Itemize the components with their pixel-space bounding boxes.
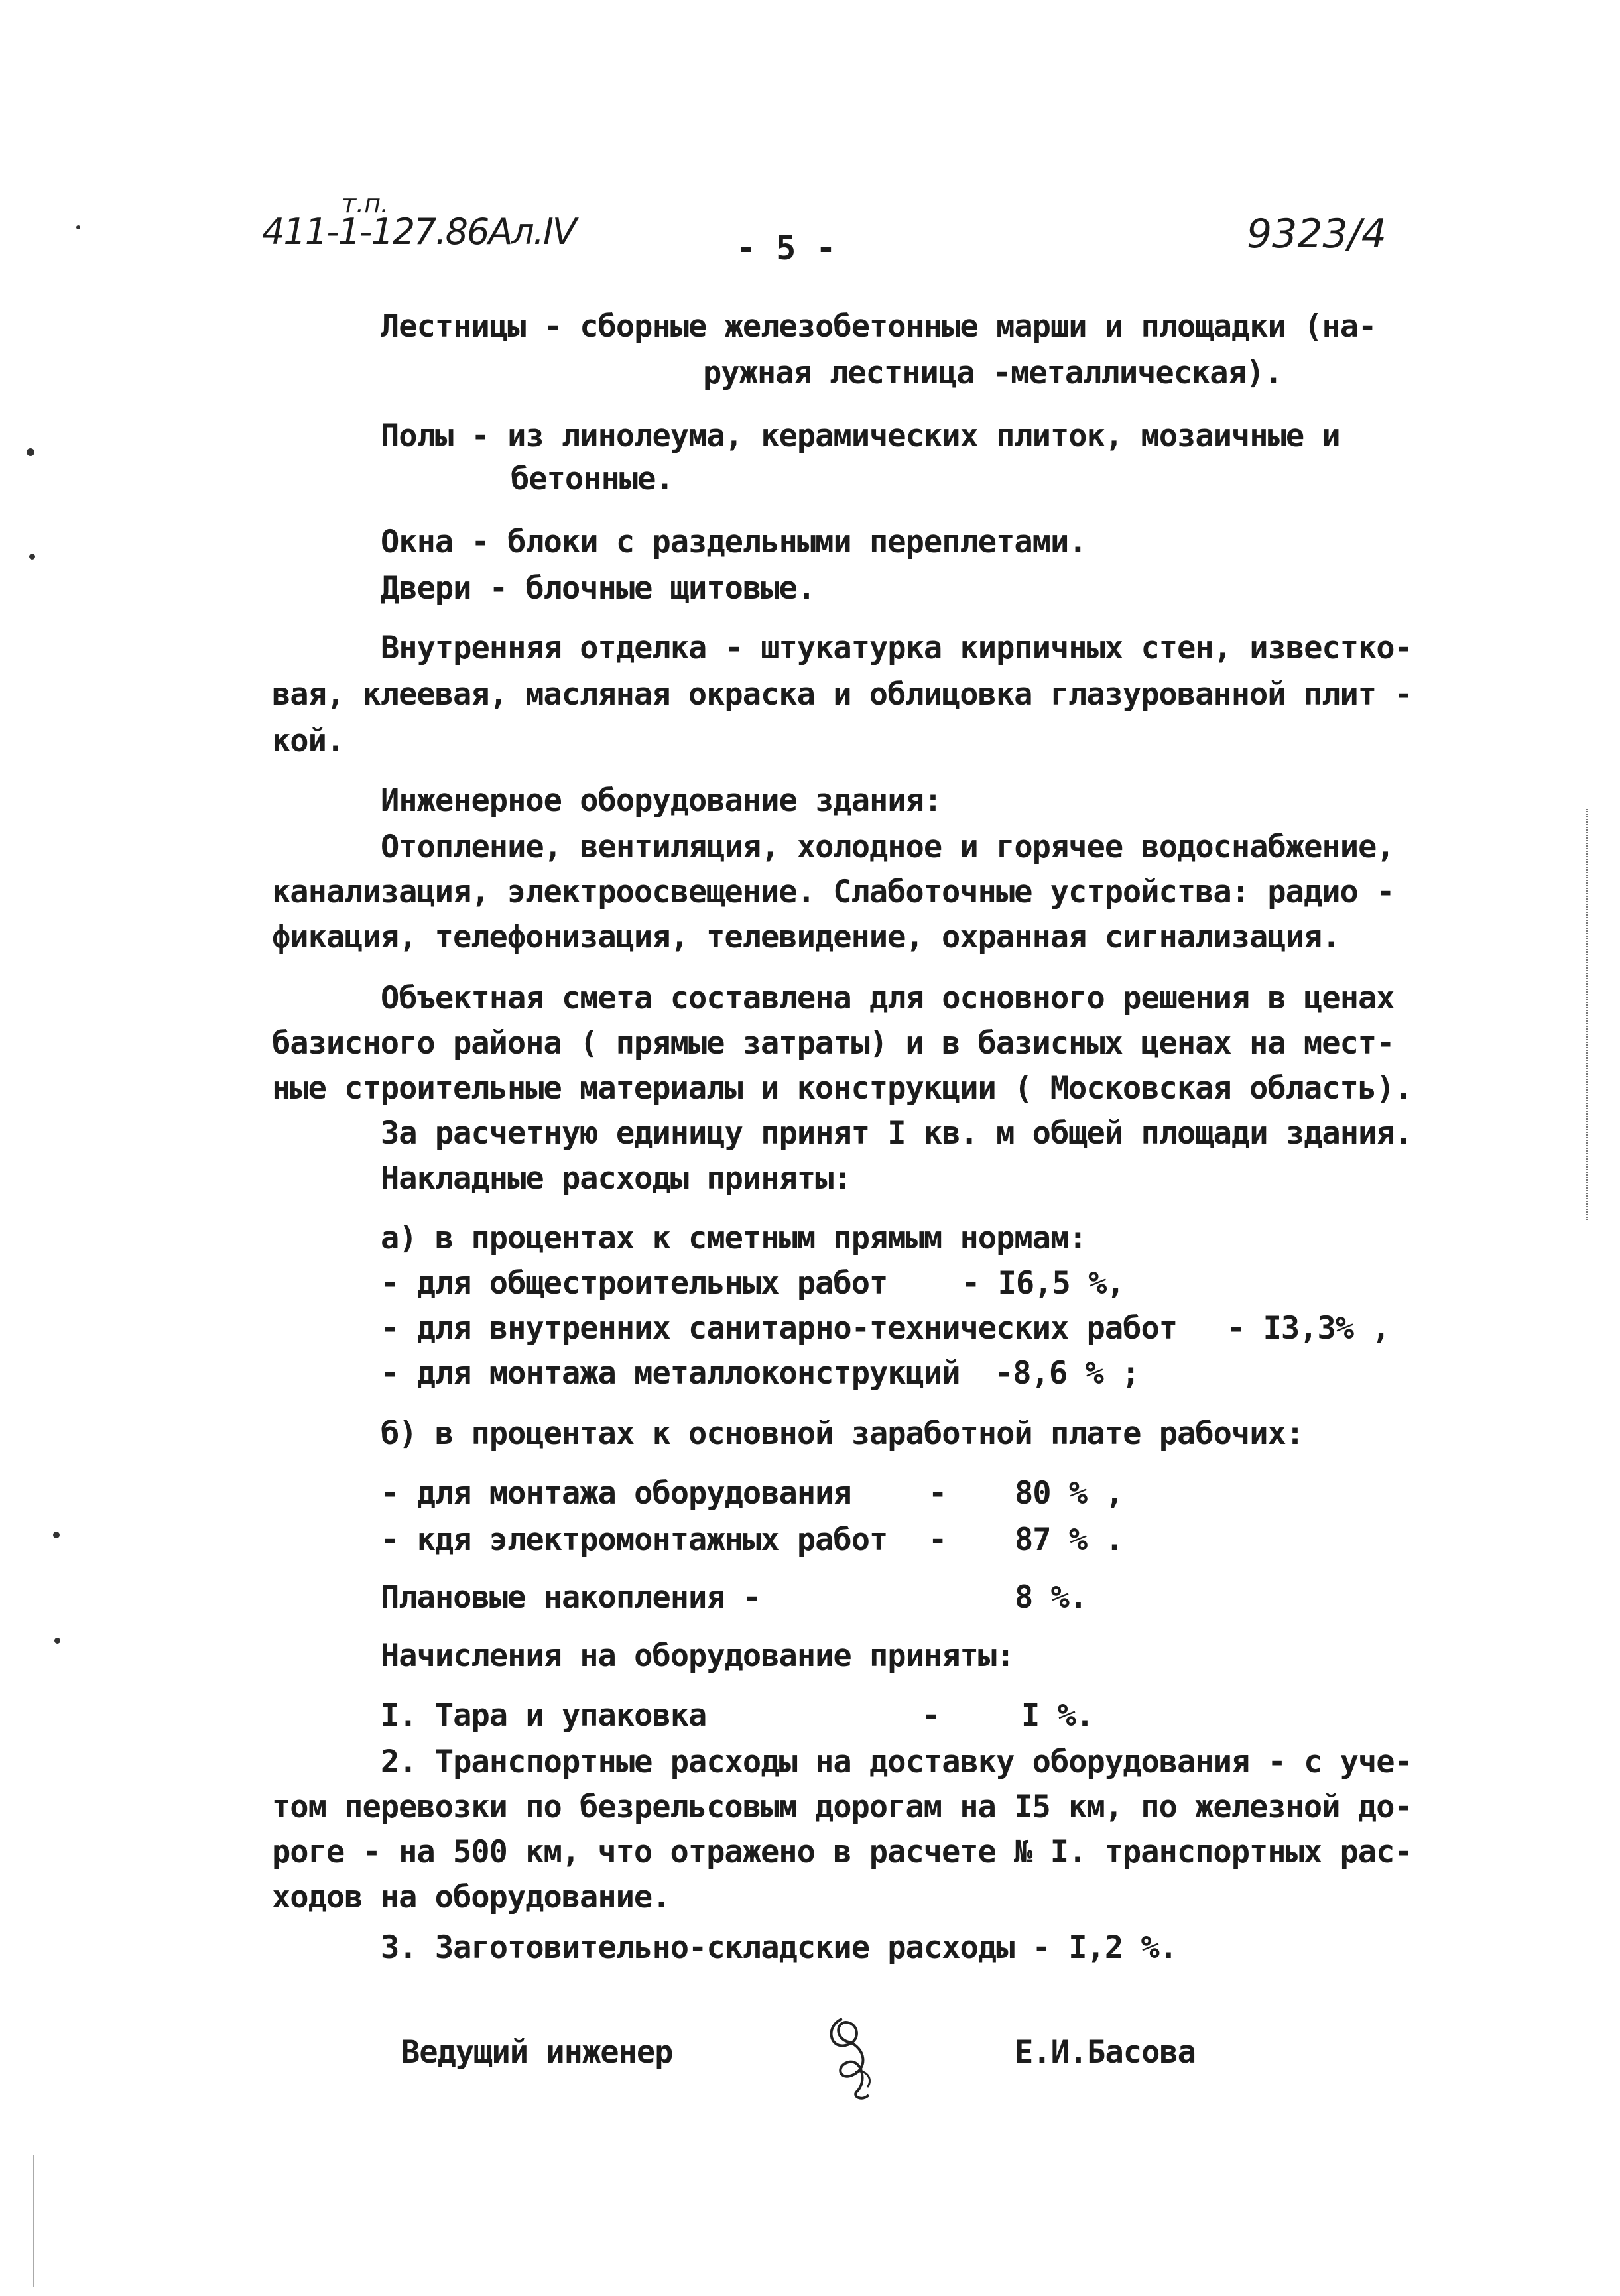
unit-line: За расчетную единицу принят I кв. м общей площади здания. [381,1115,1412,1152]
doc-code-superscript: т.п. [342,189,389,218]
a-item-1-label: - для общестроительных работ [381,1265,888,1301]
engineering-heading: Инженерное оборудование здания: [381,782,942,819]
section-b-heading: б) в процентах к основной заработной плате рабочих: [381,1416,1304,1452]
archive-number: 9323/4 [1247,211,1387,257]
signature-name: Е.И.Басова [1015,2034,1196,2071]
scan-edge-line [33,2155,34,2287]
b-item-2-label: - кдя электромонтажных работ [381,1522,888,1558]
estimate-line-1: Объектная смета составлена для основного решения в ценах [381,980,1395,1016]
a-item-1-value: - I6,5 %, [962,1265,1125,1301]
overheads-heading: Накладные расходы приняты: [381,1160,851,1197]
section-a-heading: а) в процентах к сметным прямым нормам: [381,1220,1087,1256]
eq2-line-2: том перевозки по безрельсовым дорогам на I5 км, по железной до- [272,1789,1412,1825]
b-item-1-dash: - [928,1475,947,1512]
interior-line-1: Внутренняя отделка - штукатурка кирпичных стен, известко- [381,630,1412,666]
scan-speck [29,554,35,560]
signature-role: Ведущий инженер [401,2034,673,2071]
floors-line-2: бетонные. [511,461,674,497]
b-item-1-value: 80 % , [1015,1475,1123,1512]
scan-speck [54,1638,60,1644]
engineering-line-3: фикация, телефонизация, телевидение, охранная сигнализация. [272,919,1340,955]
interior-line-3: кой. [272,723,345,759]
scan-edge-marks [1586,809,1595,1220]
estimate-line-2: базисного района ( прямые затраты) и в базисных ценах на мест- [272,1025,1395,1061]
scan-speck [76,225,80,229]
planned-label: Плановые накопления - [381,1579,761,1616]
b-item-2-dash: - [928,1522,947,1558]
eq2-line-4: ходов на оборудование. [272,1879,670,1915]
windows-line: Окна - блоки с раздельными переплетами. [381,524,1087,560]
stairs-line-2: ружная лестница -металлическая). [703,355,1282,391]
engineering-line-1: Отопление, вентиляция, холодное и горячее водоснабжение, [381,829,1395,865]
page-number: - 5 - [736,229,836,267]
interior-line-2: вая, клеевая, масляная окраска и облицовка глазурованной плит - [272,676,1412,713]
eq3-line: 3. Заготовительно-складские расходы - I,2 %. [381,1929,1178,1966]
a-item-2-value: - I3,3% , [1227,1310,1390,1347]
a-item-3-label: - для монтажа металлоконструкций [381,1355,960,1392]
a-item-2-label: - для внутренних санитарно-технических работ [381,1310,1178,1347]
handwritten-signature [816,2009,889,2108]
scan-speck [53,1532,60,1538]
planned-value: 8 %. [1015,1579,1088,1616]
doors-line: Двери - блочные щитовые. [381,570,816,607]
doc-code: 411-1-127.86Ал.IV [262,211,576,253]
engineering-line-2: канализация, электроосвещение. Слаботочные устройства: радио - [272,874,1395,910]
eq1-dash: - [922,1697,940,1734]
equipment-heading: Начисления на оборудование приняты: [381,1638,1015,1674]
floors-line-1: Полы - из линолеума, керамических плиток, мозаичные и [381,418,1340,454]
b-item-1-label: - для монтажа оборудования [381,1475,851,1512]
estimate-line-3: ные строительные материалы и конструкции ( Московская область). [272,1070,1412,1107]
a-item-3-value: -8,6 % ; [995,1355,1140,1392]
scan-speck [27,448,34,456]
eq1-value: I %. [1021,1697,1094,1734]
stairs-line-1: Лестницы - сборные железобетонные марши и площадки (на- [381,308,1377,345]
eq2-line-1: 2. Транспортные расходы на доставку оборудования - с уче- [381,1744,1412,1780]
eq1-label: I. Тара и упаковка [381,1697,707,1734]
b-item-2-value: 87 % . [1015,1522,1123,1558]
eq2-line-3: роге - на 500 км, что отражено в расчете № I. транспортных рас- [272,1834,1412,1870]
